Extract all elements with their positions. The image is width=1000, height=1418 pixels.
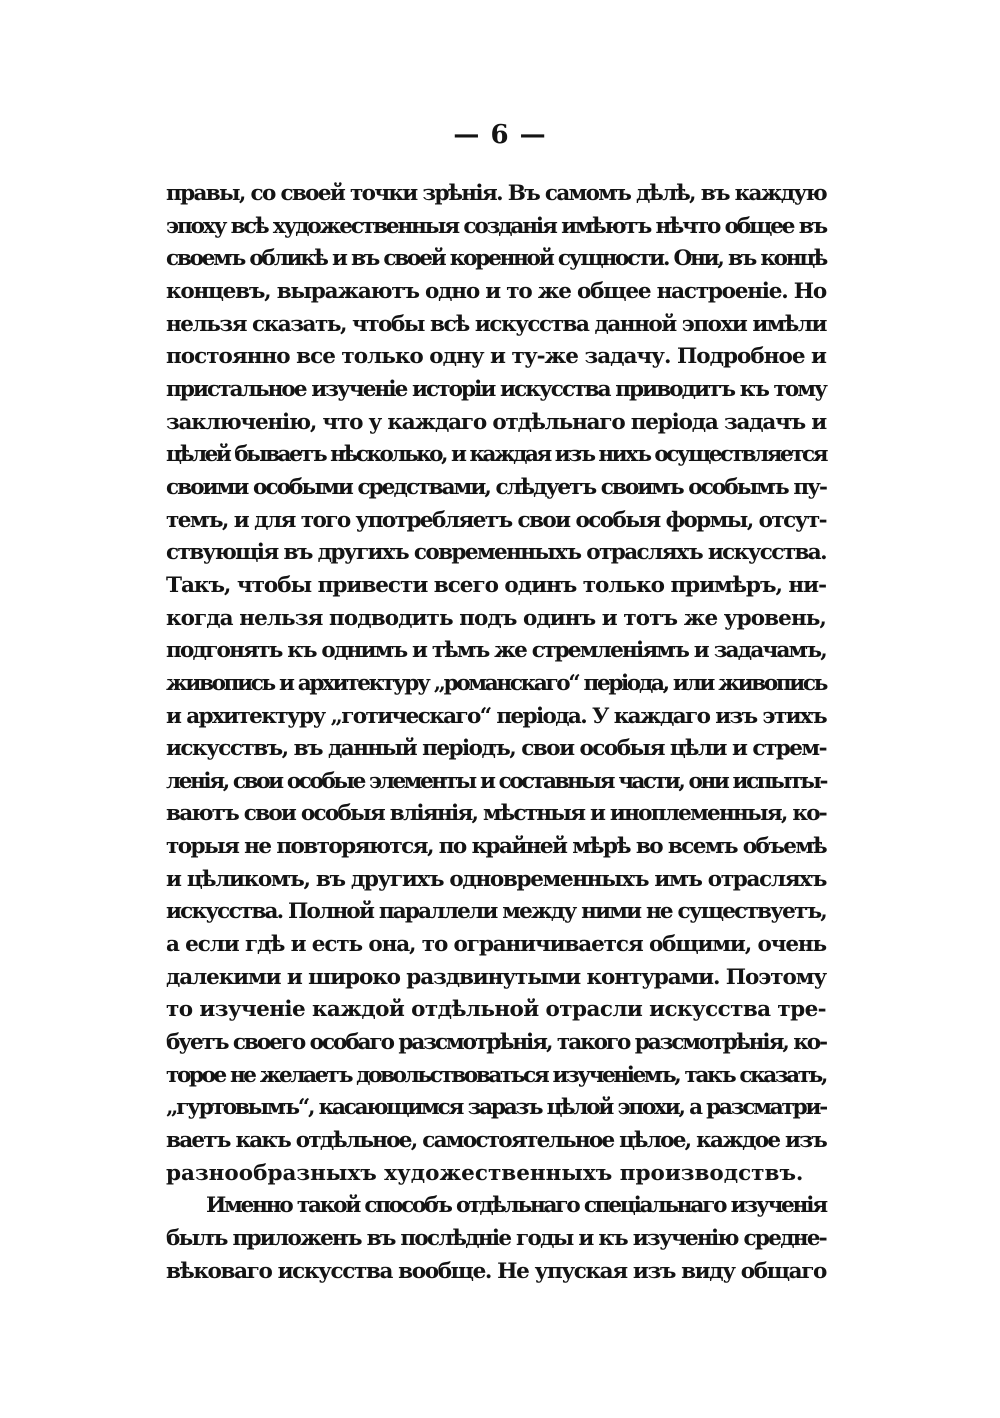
- text-line: своими особыми средствами, слѣдуетъ своимъ особымъ пу-: [166, 474, 826, 500]
- text-line: цѣлей бываетъ нѣсколько, и каждая изъ нихъ осуществляется: [166, 442, 826, 468]
- paragraph: [166, 1190, 826, 1288]
- text-line: буетъ своего особаго разсмотрѣнія, такого разсмотрѣнія, ко-: [166, 1030, 826, 1056]
- text-line: правы, со своей точки зрѣнія. Въ самомъ дѣлѣ, въ каждую: [166, 181, 826, 206]
- text-line: ствующія въ другихъ современныхъ отрасляхъ искусства.: [166, 540, 826, 566]
- text-line: ваютъ свои особыя вліянія, мѣстныя и иноплеменныя, ко-: [166, 801, 826, 827]
- text-line: а если гдѣ и есть она, то ограничивается общими, очень: [166, 932, 826, 958]
- text-line: нельзя сказать, чтобы всѣ искусства данной эпохи имѣли: [166, 311, 826, 337]
- text-line: торое не желаетъ довольствоваться изученіемъ, такъ сказать,: [166, 1062, 826, 1088]
- text-line: былъ приложенъ въ послѣдніе годы и къ изученію средне-: [166, 1226, 826, 1251]
- text-line: своемъ обликѣ и въ своей коренной сущности. Они, въ концѣ: [166, 246, 826, 272]
- text-line: концевъ, выражаютъ одно и то же общее настроеніе. Но: [166, 278, 826, 304]
- text-line: живопись и архитектуру „романскаго“ періода, или живопись: [166, 670, 826, 696]
- text-line: пристальное изученіе исторіи искусства приводитъ къ тому: [166, 376, 826, 402]
- text-line: и цѣликомъ, въ другихъ одновременныхъ имъ отрасляхъ: [166, 866, 826, 892]
- text-line: искусствъ, въ данный періодъ, свои особыя цѣли и стрем-: [166, 736, 826, 762]
- text-line: темъ, и для того употребляетъ свои особыя формы, отсут-: [166, 507, 826, 533]
- paragraph: [166, 178, 826, 1190]
- text-line: когда нельзя подводить подъ одинъ и тотъ же уровень,: [166, 605, 826, 631]
- text-line: Такъ, чтобы привести всего одинъ только примѣръ, ни-: [166, 572, 826, 598]
- text-line: далекими и широко раздвинутыми контурами. Поэтому: [166, 964, 826, 990]
- text-line: ленія, свои особые элементы и составныя части, они испыты-: [166, 768, 826, 794]
- text-line: „гуртовымъ“, касающимся заразъ цѣлой эпохи, а разсматри-: [166, 1095, 826, 1121]
- text-line: торыя не повторяются, по крайней мѣрѣ во всемъ объемѣ: [166, 834, 826, 860]
- text-line: постоянно все только одну и ту-же задачу. Подробное и: [166, 344, 826, 370]
- text-line: и архитектуру „готическаго“ періода. У каждаго изъ этихъ: [166, 703, 826, 729]
- text-line: подгонять къ однимъ и тѣмъ же стремленіямъ и задачамъ,: [166, 638, 826, 664]
- text-line: искусства. Полной параллели между ними не существуетъ,: [166, 899, 826, 925]
- text-line: заключенію, что у каждаго отдѣльнаго періода задачъ и: [166, 409, 826, 435]
- page-number: — 6 —: [453, 120, 547, 150]
- text-line: вѣковаго искусства вообще. Не упуская изъ виду общаго: [166, 1258, 826, 1284]
- text-line: эпоху всѣ художественныя созданія имѣютъ нѣчто общее въ: [166, 213, 826, 239]
- text-line: Именно такой способъ отдѣльнаго спеціальнаго изученія: [206, 1193, 826, 1219]
- text-line: ваетъ какъ отдѣльное, самостоятельное цѣлое, каждое изъ: [166, 1128, 826, 1154]
- text-line: разнообразныхъ художественныхъ производствъ.: [166, 1160, 804, 1186]
- text-line: то изученіе каждой отдѣльной отрасли искусства тре-: [166, 997, 826, 1023]
- body-text: [166, 178, 826, 1288]
